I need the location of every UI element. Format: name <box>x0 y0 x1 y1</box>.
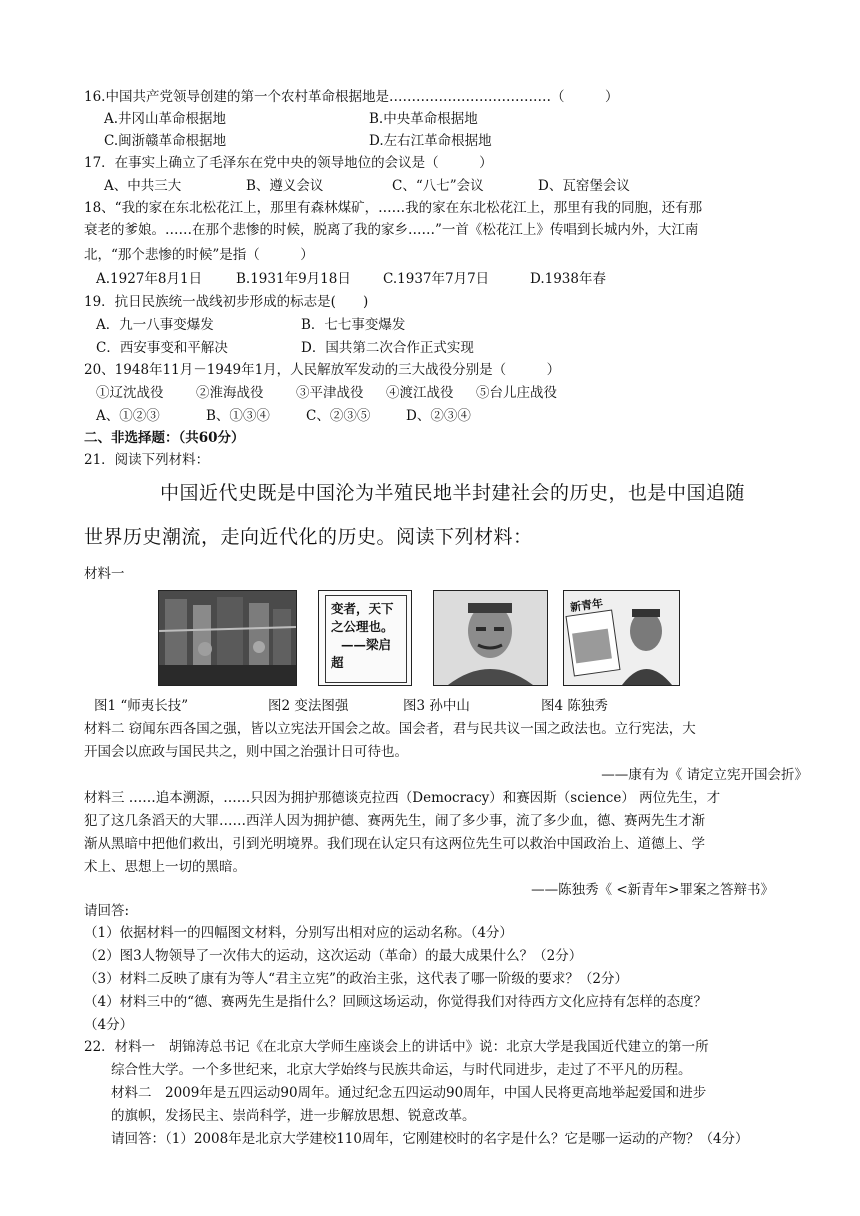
material-1-label: 材料一 <box>84 566 125 582</box>
q16-option-c: C.闽浙赣革命根据地 <box>104 133 227 149</box>
q20-option-d: D、②③④ <box>406 408 471 424</box>
q18-option-a: A.1927年8月1日 <box>96 271 203 287</box>
material-3-line-3: 渐从黑暗中把他们救出，引到光明境界。我们现在认定只有这两位先生可以救治中国政治上、道德上、学 <box>84 836 705 852</box>
material-3-line-1: 材料三 ……追本溯源，……只因为拥护那德谈克拉西（Democracy）和赛因斯（science） 两位先生，才 <box>84 790 721 806</box>
figure-3-caption: 图3 孙中山 <box>403 698 470 714</box>
q18-option-c: C.1937年7月7日 <box>383 271 490 287</box>
q20-option-a: A、①②③ <box>96 408 160 424</box>
q17-option-c: C、“八七”会议 <box>392 178 484 194</box>
figure-2-caption: 图2 变法图强 <box>268 698 349 714</box>
figure-4-magazine-title: 新青年 <box>569 596 604 615</box>
q22-line-3: 材料二 2009年是五四运动90周年。通过纪念五四运动90周年，中国人民将更高地举起爱国和进步 <box>111 1085 707 1101</box>
q18-line-3: 北，“那个悲惨的时候”是指（ ） <box>84 247 314 263</box>
q21-question-2: （2）图3人物领导了一次伟大的运动，这次运动（革命）的最大成果什么？（2分） <box>84 948 583 964</box>
figure-1-caption: 图1 “师夷长技” <box>94 698 189 714</box>
material-3-line-4: 术上、思想上一切的黑暗。 <box>84 859 246 875</box>
figure-4-magazine-portrait <box>563 590 680 686</box>
q17-option-b: B、遵义会议 <box>246 178 324 194</box>
q22-line-4: 的旗帜，发扬民主、崇尚科学，进一步解放思想、锐意改革。 <box>111 1108 476 1124</box>
material-2-line-1: 材料二 窃闻东西各国之强，皆以立宪法开国会之故。国会者，君与民共议一国之政法也。立行宪法，大 <box>84 721 696 737</box>
figure-2-quote-line-4: 超 <box>331 655 344 670</box>
q18-option-b: B.1931年9月18日 <box>236 271 351 287</box>
material-3-line-2: 犯了这几条滔天的大罪……西洋人因为拥护德、赛两先生，闹了多少事，流了多少血，德、赛两先生才渐 <box>84 813 705 829</box>
q21-question-4-score: （4分） <box>84 1017 134 1033</box>
material-3-source: ——陈独秀《 <新青年>罪案之答辩书》 <box>531 882 774 898</box>
q20-item-1: ①辽沈战役 <box>96 385 164 401</box>
q16-option-d: D.左右江革命根据地 <box>369 133 492 149</box>
q18-line-2: 衰老的爹娘。……在那个悲惨的时候，脱离了我的家乡……”一首《松花江上》传唱到长城内外，大江南 <box>84 222 699 238</box>
q21-stem: 21．阅读下列材料： <box>84 452 210 468</box>
q17-option-a: A、中共三大 <box>104 178 182 194</box>
q20-option-c: C、②③⑤ <box>306 408 371 424</box>
q21-question-1: （1）依据材料一的四幅图文材料，分别写出相对应的运动名称。（4分） <box>84 925 513 941</box>
q16-option-a: A.井冈山革命根据地 <box>104 111 227 127</box>
q22-line-1: 22．材料一 胡锦涛总书记《在北京大学师生座谈会上的讲话中》说：北京大学是我国近代建立的第一所 <box>84 1039 709 1055</box>
material-2-line-2: 开国会以庶政与国民共之，则中国之治强计日可待也。 <box>84 744 408 760</box>
q16-stem: 16.中国共产党领导创建的第一个农村革命根据地是………………………………（ ） <box>84 89 619 105</box>
q20-item-4: ④渡江战役 <box>386 385 454 401</box>
figure-2-quote-card <box>318 590 412 686</box>
section-2-heading: 二、非选择题：（共60分） <box>84 430 245 446</box>
q20-item-3: ③平津战役 <box>296 385 364 401</box>
q17-stem: 17．在事实上确立了毛泽东在党中央的领导地位的会议是（ ） <box>84 155 493 171</box>
q19-option-a: A．九一八事变爆发 <box>96 317 214 333</box>
q16-option-b: B.中央革命根据地 <box>369 111 478 127</box>
figure-2-quote-line-2: 之公理也。 <box>331 619 394 634</box>
q20-option-b: B、①③④ <box>206 408 270 424</box>
figure-1-factory-photo <box>158 590 297 686</box>
q20-item-5: ⑤台儿庄战役 <box>476 385 557 401</box>
q22-line-5: 请回答：（1）2008年是北京大学建校110周年，它刚建校时的名字是什么？它是哪一运动的产物？（4分） <box>111 1131 749 1147</box>
q21-intro-line-2: 世界历史潮流，走向近代化的历史。阅读下列材料： <box>84 526 533 548</box>
figure-4-caption: 图4 陈独秀 <box>541 698 608 714</box>
material-2-source: ——康有为《 请定立宪开国会折》 <box>601 767 808 783</box>
q21-question-4: （4）材料三中的“德、赛两先生是指什么？回顾这场运动，你觉得我们对待西方文化应持有怎样的态度？ <box>84 994 707 1010</box>
q17-option-d: D、瓦窑堡会议 <box>538 178 630 194</box>
figure-3-portrait <box>433 590 548 686</box>
q18-option-d: D.1938年春 <box>530 271 606 287</box>
q21-answer-label: 请回答: <box>84 903 130 919</box>
q20-item-2: ②淮海战役 <box>196 385 264 401</box>
figure-2-quote-line-3: ——梁启 <box>341 637 392 652</box>
q21-intro-line-1: 中国近代史既是中国沦为半殖民地半封建社会的历史，也是中国追随 <box>160 482 746 504</box>
q19-stem: 19．抗日民族统一战线初步形成的标志是( ) <box>84 294 369 310</box>
figure-2-quote-line-1: 变者，天下 <box>331 601 394 616</box>
q21-question-3: （3）材料二反映了康有为等人“君主立宪”的政治主张，这代表了哪一阶级的要求？（2分） <box>84 971 628 987</box>
q19-option-d: D．国共第二次合作正式实现 <box>301 340 474 356</box>
q20-stem: 20、1948年11月－1949年1月，人民解放军发动的三大战役分别是（ ） <box>84 362 561 378</box>
q22-line-2: 综合性大学。一个多世纪来，北京大学始终与民族共命运，与时代同进步，走过了不平凡的历程。 <box>111 1062 692 1078</box>
q18-line-1: 18、“我的家在东北松花江上，那里有森林煤矿，……我的家在东北松花江上，那里有我的同胞，还有那 <box>84 200 703 216</box>
q19-option-b: B．七七事变爆发 <box>301 317 406 333</box>
q19-option-c: C．西安事变和平解决 <box>96 340 228 356</box>
